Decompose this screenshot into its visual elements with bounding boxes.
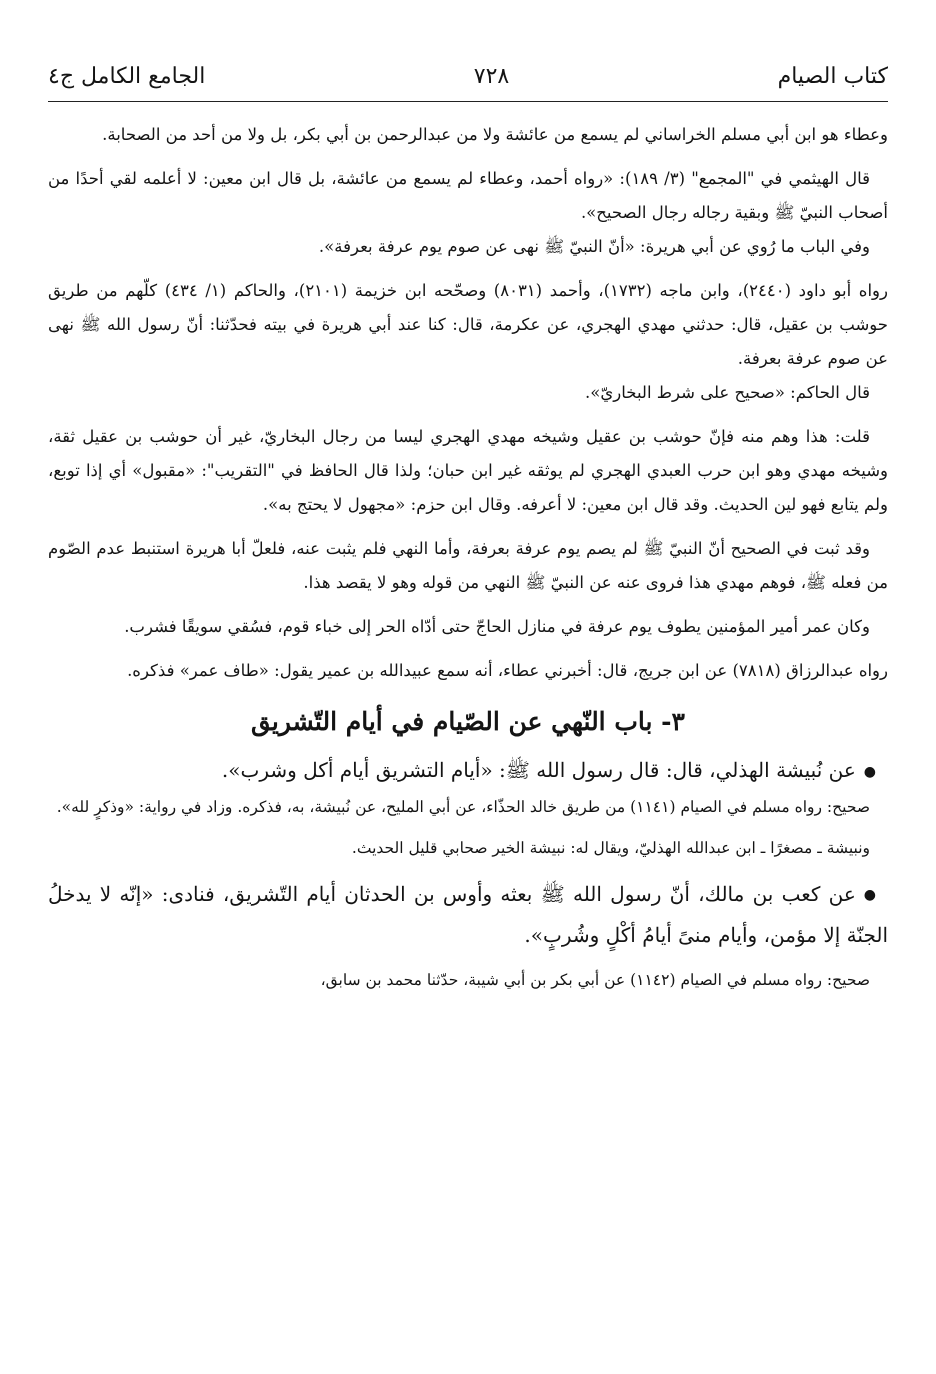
paragraph-abdurrazzaq: رواه عبدالرزاق (٧٨١٨) عن ابن جريج، قال: أخبرني عطاء، أنه سمع عبيدالله بن عمير يقول: «طاف عمر» فذكره. — [127, 661, 888, 680]
paragraph-umar-report: وكان عمر أمير المؤمنين يطوف يوم عرفة في منازل الحاجّ حتى أدّاه الحر إلى خباء قوم، فسُقي سويقًا فشرب. — [124, 617, 870, 636]
running-title-collection: الجامع الكامل ج٤ — [48, 63, 206, 89]
paragraph-haythami-quote: قال الهيثمي في "المجمع" (٣/ ١٨٩): «رواه أحمد، وعطاء لم يسمع من عائشة، بل قال ابن معين: لا أعلمه لقي أحدًا من أصحاب النبيّ ﷺ وبقية رجاله رجال الصحيح». — [48, 169, 888, 222]
hadith-text: عن كعب بن مالك، أنّ رسول الله ﷺ بعثه وأوس بن الحدثان أيام التّشريق، فنادى: «إنّه لا يدخلُ الجنّة إلا مؤمن، وأيام منىً أيامُ أكْلٍ وشُربٍ». — [48, 881, 888, 947]
paragraph-critique: قلت: هذا وهم منه فإنّ حوشب بن عقيل وشيخه مهدي الهجري ليسا من رجال البخاريّ، غير أن حوشب بن عقيل ثقة، وشيخه مهدي وهو ابن حرب العبدي الهجري لم يوثقه غير ابن حبان؛ ولذا قال الحافظ في "التقريب": «مقبول» أي إذا توبع، ولم يتابع فهو لين الحديث. وقد قال ابن معين: لا أعرفه. وقال ابن حزم: «مجهول لا يحتج به». — [48, 427, 888, 514]
page-header — [48, 50, 888, 102]
paragraph-hakim: قال الحاكم: «صحيح على شرط البخاريّ». — [585, 383, 870, 402]
hadith-kaab — [48, 874, 888, 956]
hadith-nubaysha — [48, 750, 888, 792]
bullet-icon: ● — [863, 763, 876, 780]
chapter-heading: ٣- باب النّهي عن الصّيام في أيام التّشريق — [251, 707, 685, 736]
paragraph-narrators: رواه أبو داود (٢٤٤٠)، وابن ماجه (١٧٣٢)، وأحمد (٨٠٣١) وصحّحه ابن خزيمة (٢١٠١)، والحاكم (١/ ٤٣٤) كلّهم من طريق حوشب بن عقيل، قال: حدثني مهدي الهجري، عن عكرمة، قال: كنا عند أبي هريرة في بيته فحدّثنا: أنّ رسول الله ﷺ نهى عن صوم عرفة بعرفة. — [48, 281, 888, 368]
bullet-icon: ● — [863, 887, 876, 903]
hadith-text: عن نُبيشة الهذلي، قال: قال رسول الله ﷺ: «أيام التشريق أيام أكل وشرب». — [221, 758, 856, 782]
header-rule — [48, 101, 888, 102]
page-body — [48, 118, 888, 996]
takhrij-muslim-1141: صحيح: رواه مسلم في الصيام (١١٤١) من طريق خالد الحذّاء، عن أبي المليح، عن نُبيشة، به، فذكره. وزاد في رواية: «وذكرٍ لله». — [56, 797, 870, 816]
paragraph-ata-note: وعطاء هو ابن أبي مسلم الخراساني لم يسمع من عائشة ولا من عبدالرحمن بن أبي بكر، بل ولا من أحد من الصحابة. — [102, 125, 888, 144]
note-nubaysha: ونبيشة ـ مصغرًا ـ ابن عبدالله الهذليّ، ويقال له: نبيشة الخير صحابي قليل الحديث. — [351, 838, 870, 857]
paragraph-sahih-note: وقد ثبت في الصحيح أنّ النبيّ ﷺ لم يصم يوم عرفة بعرفة، وأما النهي فلم يثبت عنه، فلعلّ أبا هريرة استنبط عدم الصّوم من فعله ﷺ، فوهم مهدي هذا فروى عنه عن النبيّ ﷺ النهي من قوله وهو لا يقصد هذا. — [48, 539, 888, 592]
running-title-book: كتاب الصيام — [777, 63, 888, 89]
takhrij-muslim-1142: صحيح: رواه مسلم في الصيام (١١٤٢) عن أبي بكر بن أبي شيبة، حدّثنا محمد بن سابق، — [320, 971, 870, 989]
page-number: ٧٢٨ — [473, 63, 510, 89]
paragraph-abu-hurayra-report: وفي الباب ما رُوي عن أبي هريرة: «أنّ النبيّ ﷺ نهى عن صوم يوم عرفة بعرفة». — [318, 237, 870, 256]
